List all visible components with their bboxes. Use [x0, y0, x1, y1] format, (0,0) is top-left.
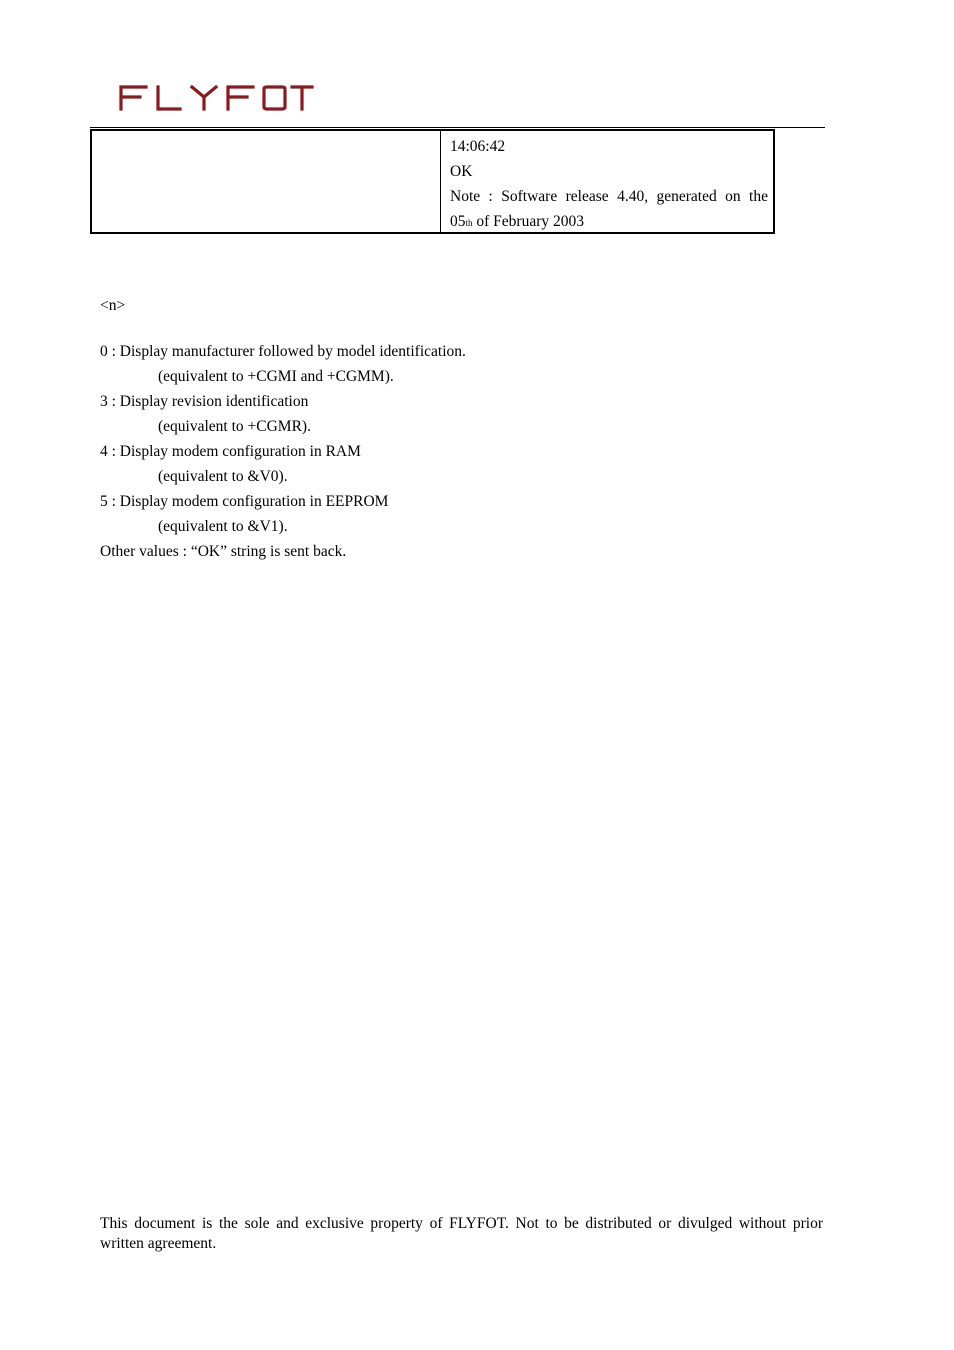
value-item-note: (equivalent to &V0). — [158, 468, 288, 485]
table-divider — [440, 131, 441, 232]
note-month-year: of February 2003 — [472, 213, 585, 230]
response-note: Note : Software release 4.40, generated on the — [450, 188, 768, 205]
note-ordinal-suffix: th — [465, 218, 473, 228]
header-rule — [90, 127, 825, 128]
value-item-note: (equivalent to &V1). — [158, 518, 288, 535]
response-note-date — [450, 209, 768, 236]
flyfot-logo — [118, 80, 314, 112]
value-item-note: (equivalent to +CGMR). — [158, 418, 311, 435]
note-day: 05 — [450, 213, 466, 230]
value-item: 4 : Display modem configuration in RAM — [100, 443, 361, 460]
parameter-label: <n> — [100, 297, 126, 314]
response-time: 14:06:42 — [450, 138, 506, 155]
value-item-note: (equivalent to +CGMI and +CGMM). — [158, 368, 394, 385]
value-item: 3 : Display revision identification — [100, 393, 309, 410]
response-cell — [450, 134, 768, 236]
value-item-other: Other values : “OK” string is sent back. — [100, 543, 347, 560]
footer-notice: This document is the sole and exclusive property of FLYFOT. Not to be distributed or divulged without prior written agreement. — [100, 1215, 823, 1252]
value-item: 0 : Display manufacturer followed by model identification. — [100, 343, 466, 360]
parameter-values — [100, 339, 800, 564]
response-ok: OK — [450, 163, 473, 180]
value-item: 5 : Display modem configuration in EEPROM — [100, 493, 389, 510]
response-table — [90, 129, 775, 234]
